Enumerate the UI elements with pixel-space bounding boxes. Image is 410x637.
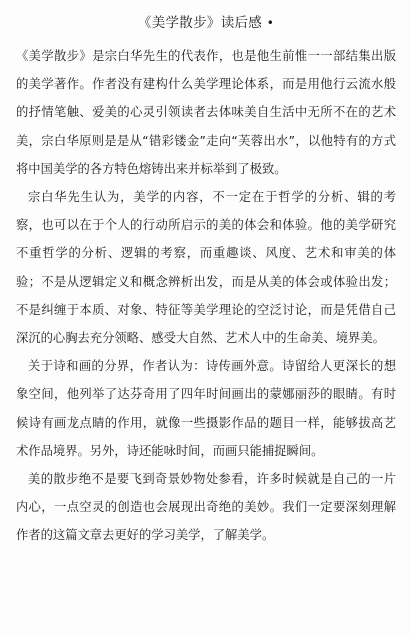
paragraph-3: 关于诗和画的分界，作者认为：诗传画外意。诗留给人更深长的想象空间，他列举了达芬奇用了四年时间画出的蒙娜丽莎的眼睛。有时候诗有画龙点睛的作用，就像一些摄影作品的题目一样，能够拔高艺术作品境界。另外，诗还能咏时间，而画只能捕捉瞬间。 <box>16 359 396 458</box>
document-title-line <box>16 12 396 34</box>
paragraph-2: 宗白华先生认为，美学的内容，不一定在于哲学的分析、辑的考察，也可以在于个人的行动所启示的美的体会和体验。他的美学研究不重哲学的分析、逻辑的考察，而重趣谈、风度、艺术和审美的体验；不是从逻辑定义和概念辨析出发，而是从美的体会或体验出发；不是纠缠于本质、对象、特征等美学理论的空泛讨论，而是凭借自己深沉的心胸去充分领略、感受大自然、艺术人中的生命美、境界美。 <box>16 190 396 346</box>
document-title: 《美学散步》读后感 <box>137 15 263 31</box>
paragraph-1: 《美学散步》是宗白华先生的代表作，也是他生前惟一一部结集出版的美学著作。作者没有建构什么美学理论体系，而是用他行云流水般的抒情笔触、爱美的心灵引领读者去体味美自生活中无所不在的艺术美，宗白华原则是是从“错彩镂金”走向“芙蓉出水”，以他特有的方式将中国美学的各方特色熔铸出来并标举到了极致。 <box>16 49 396 176</box>
paragraph-4: 美的散步绝不是要飞到奇景妙物处参看，许多时候就是自己的一片内心，一点空灵的创造也会展现出奇绝的美妙。我们一定要深刻理解作者的这篇文章去更好的学习美学，了解美学。 <box>16 472 396 543</box>
title-mark: • <box>266 16 275 30</box>
